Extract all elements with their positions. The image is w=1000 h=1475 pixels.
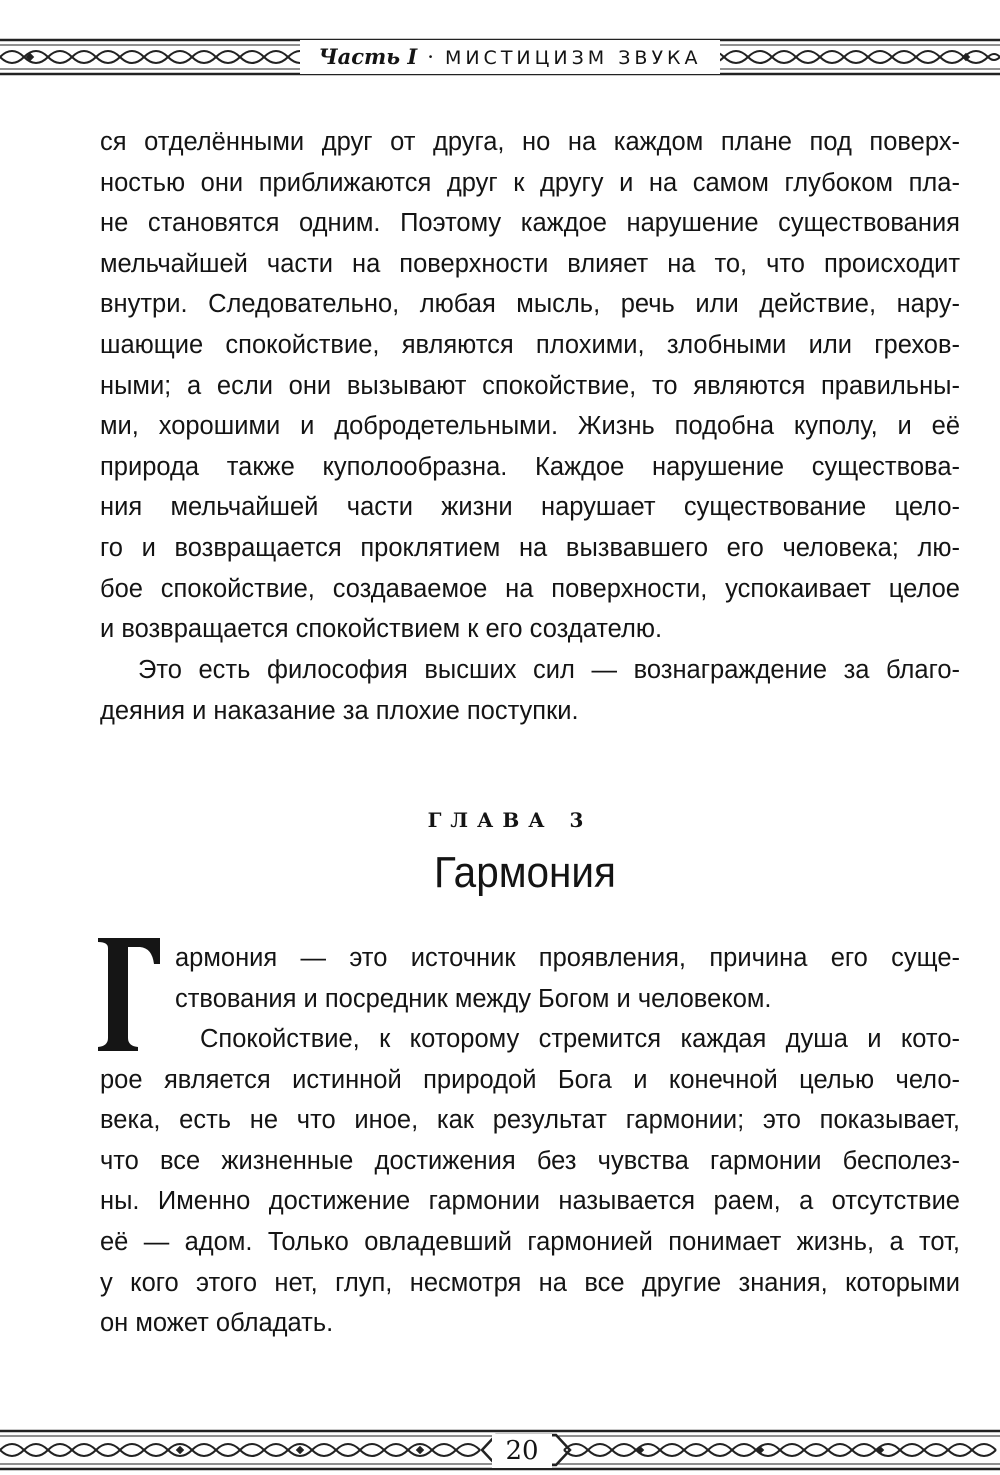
chapter-label: ГЛАВА 3	[427, 808, 593, 832]
text-line: внутри. Следовательно, любая мысль, речь или действие, нару-	[100, 290, 960, 319]
text-line: го и возвращается проклятием на вызвавшего его человека; лю-	[100, 533, 960, 562]
text-line: что все жизненные достижения без чувства гармонии бесполез-	[100, 1146, 960, 1175]
text-line: Спокойствие, к которому стремится каждая душа и кото-	[200, 1025, 960, 1053]
text-line: рое является истинной природой Бога и конечной целью чело-	[100, 1065, 960, 1094]
text-line: ми, хорошими и добродетельными. Жизнь подобна куполу, и её	[100, 412, 960, 441]
text-line: ся отделёнными друг от друга, но на каждом плане под поверх-	[100, 128, 960, 156]
page-number: 20	[492, 1434, 552, 1468]
text-line: он может обладать.	[100, 1309, 334, 1338]
text-line: её — адом. Только овладевший гармонией понимает жизнь, а тот,	[100, 1227, 960, 1256]
header-book-title: МИСТИЦИЗМ ЗВУКА	[444, 47, 702, 69]
chapter-paragraph-main	[100, 1019, 960, 1344]
text-line: шающие спокойствие, являются плохими, злобными или грехов-	[100, 330, 960, 359]
text-line: ния мельчайшей части жизни нарушает существование цело-	[100, 493, 960, 522]
text-line: Это есть философия высших сил — вознаграждение за благо-	[138, 656, 960, 684]
header-part: Часть I	[318, 44, 418, 69]
text-line: бое спокойствие, создаваемое на поверхности, успокаивает целое	[100, 574, 960, 603]
text-line: деяния и наказание за плохие поступки.	[100, 696, 579, 725]
text-line: у кого этого нет, глуп, несмотря на все другие знания, которыми	[100, 1268, 960, 1297]
text-line: ностью они приближаются друг к другу и на самом глубоком пла-	[100, 168, 960, 197]
text-line: мельчайшей части на поверхности влияет на то, что происходит	[100, 249, 960, 278]
text-line: природа также куполообразна. Каждое нарушение существова-	[100, 452, 960, 481]
chapter-title: Гармония	[434, 848, 616, 897]
text-line: ными; а если они вызывают спокойствие, то являются правильны-	[100, 371, 960, 400]
text-line: армония — это источник проявления, причина его суще-	[175, 944, 960, 972]
paragraph-philosophy	[100, 650, 960, 731]
header-separator: ·	[427, 45, 435, 69]
running-header	[300, 40, 720, 74]
text-line: ны. Именно достижение гармонии называется раем, а отсутствие	[100, 1187, 960, 1216]
text-line: века, есть не что иное, как результат гармонии; это показывает,	[100, 1106, 960, 1135]
text-line: не становятся одним. Поэтому каждое нарушение существования	[100, 209, 960, 238]
text-line: ствования и посредник между Богом и человеком.	[175, 984, 772, 1013]
chapter-paragraph-opening	[175, 938, 960, 1019]
paragraph-continuation	[100, 122, 960, 650]
text-line: и возвращается спокойствием к его создателю.	[100, 615, 663, 644]
